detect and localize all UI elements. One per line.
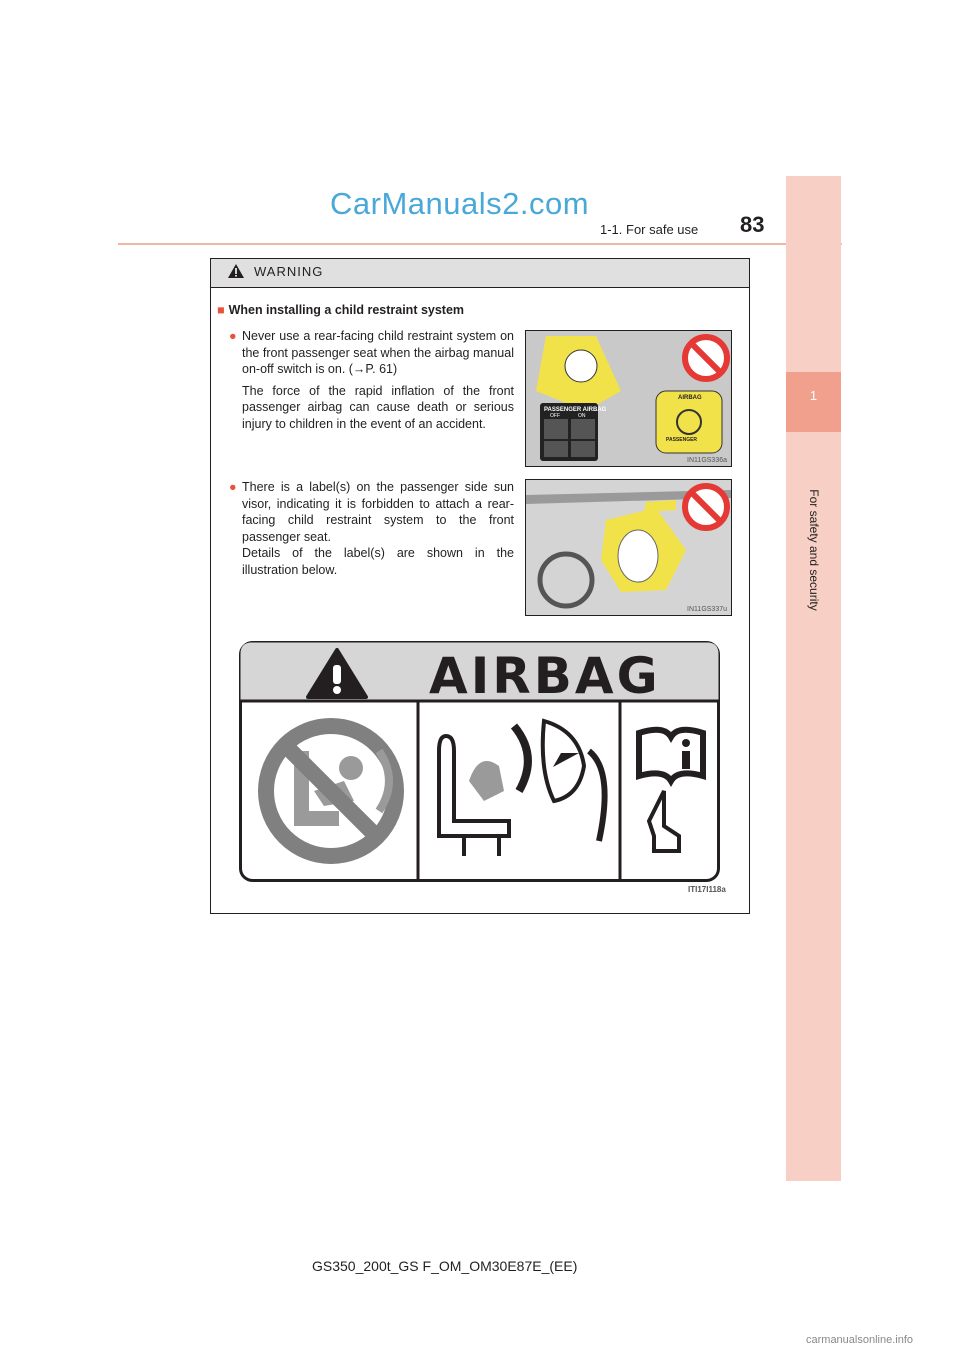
chapter-number: 1 [809,388,818,403]
bullet-subtext: Details of the label(s) are shown in the illustration below. [242,546,514,577]
figure-code-1: IN11GS336a [687,457,727,464]
warning-heading-text: When installing a child restraint system [228,303,465,317]
airbag-warning-label [239,641,720,882]
fig-airbag-label: AIRBAG [678,395,702,401]
bullet-subtext: The force of the rapid inflation of the front passenger airbag can cause death or serious injury to children in the event of an accident. [242,383,514,431]
fig-passenger-label: PASSENGER [666,437,698,443]
fig-on-label: ON [578,413,586,419]
warning-heading: ■ When installing a child restraint system [217,303,465,317]
bullet-dot-icon: ● [229,480,237,494]
fig-off-label: OFF [550,413,560,419]
figure-airbag-switch [525,330,732,467]
page-number: 83 [740,212,765,237]
bullet-dot-icon: ● [229,329,237,343]
figure-sun-visor [525,479,732,616]
warning-triangle-icon [227,263,245,279]
bullet-item-2 [229,479,514,578]
watermark-text: CarManuals2.com [330,186,590,221]
sun-visor-illustration [526,480,732,616]
fig-panel-label: PASSENGER AIRBAG [544,407,607,413]
bullet-text: Never use a rear-facing child restraint system on the front passenger seat when the airbag manual on-off switch is on. (→P. 61) [242,329,514,376]
chapter-title-vertical [796,470,832,630]
airbag-label-title: AIRBAG [429,647,661,705]
figure-code-2: IN11GS337u [687,606,727,613]
bullet-text: There is a label(s) on the passenger side sun visor, indicating it is forbidden to attach a rear-facing child restraint system to the front passenger seat. [242,480,514,544]
chapter-number-tab [786,372,841,432]
warning-title: WARNING [254,264,324,279]
bottom-watermark: carmanualsonline.info [806,1334,914,1346]
header-rule [118,243,842,245]
document-id: GS350_200t_GS F_OM_OM30E87E_(EE) [312,1258,578,1274]
figure-code-3: ITI17I118a [688,885,726,894]
bullet-item-1 [229,328,514,432]
section-title: 1-1. For safe use [600,222,699,237]
chapter-title: For safety and security [807,489,821,611]
chapter-side-tab [786,176,841,1181]
